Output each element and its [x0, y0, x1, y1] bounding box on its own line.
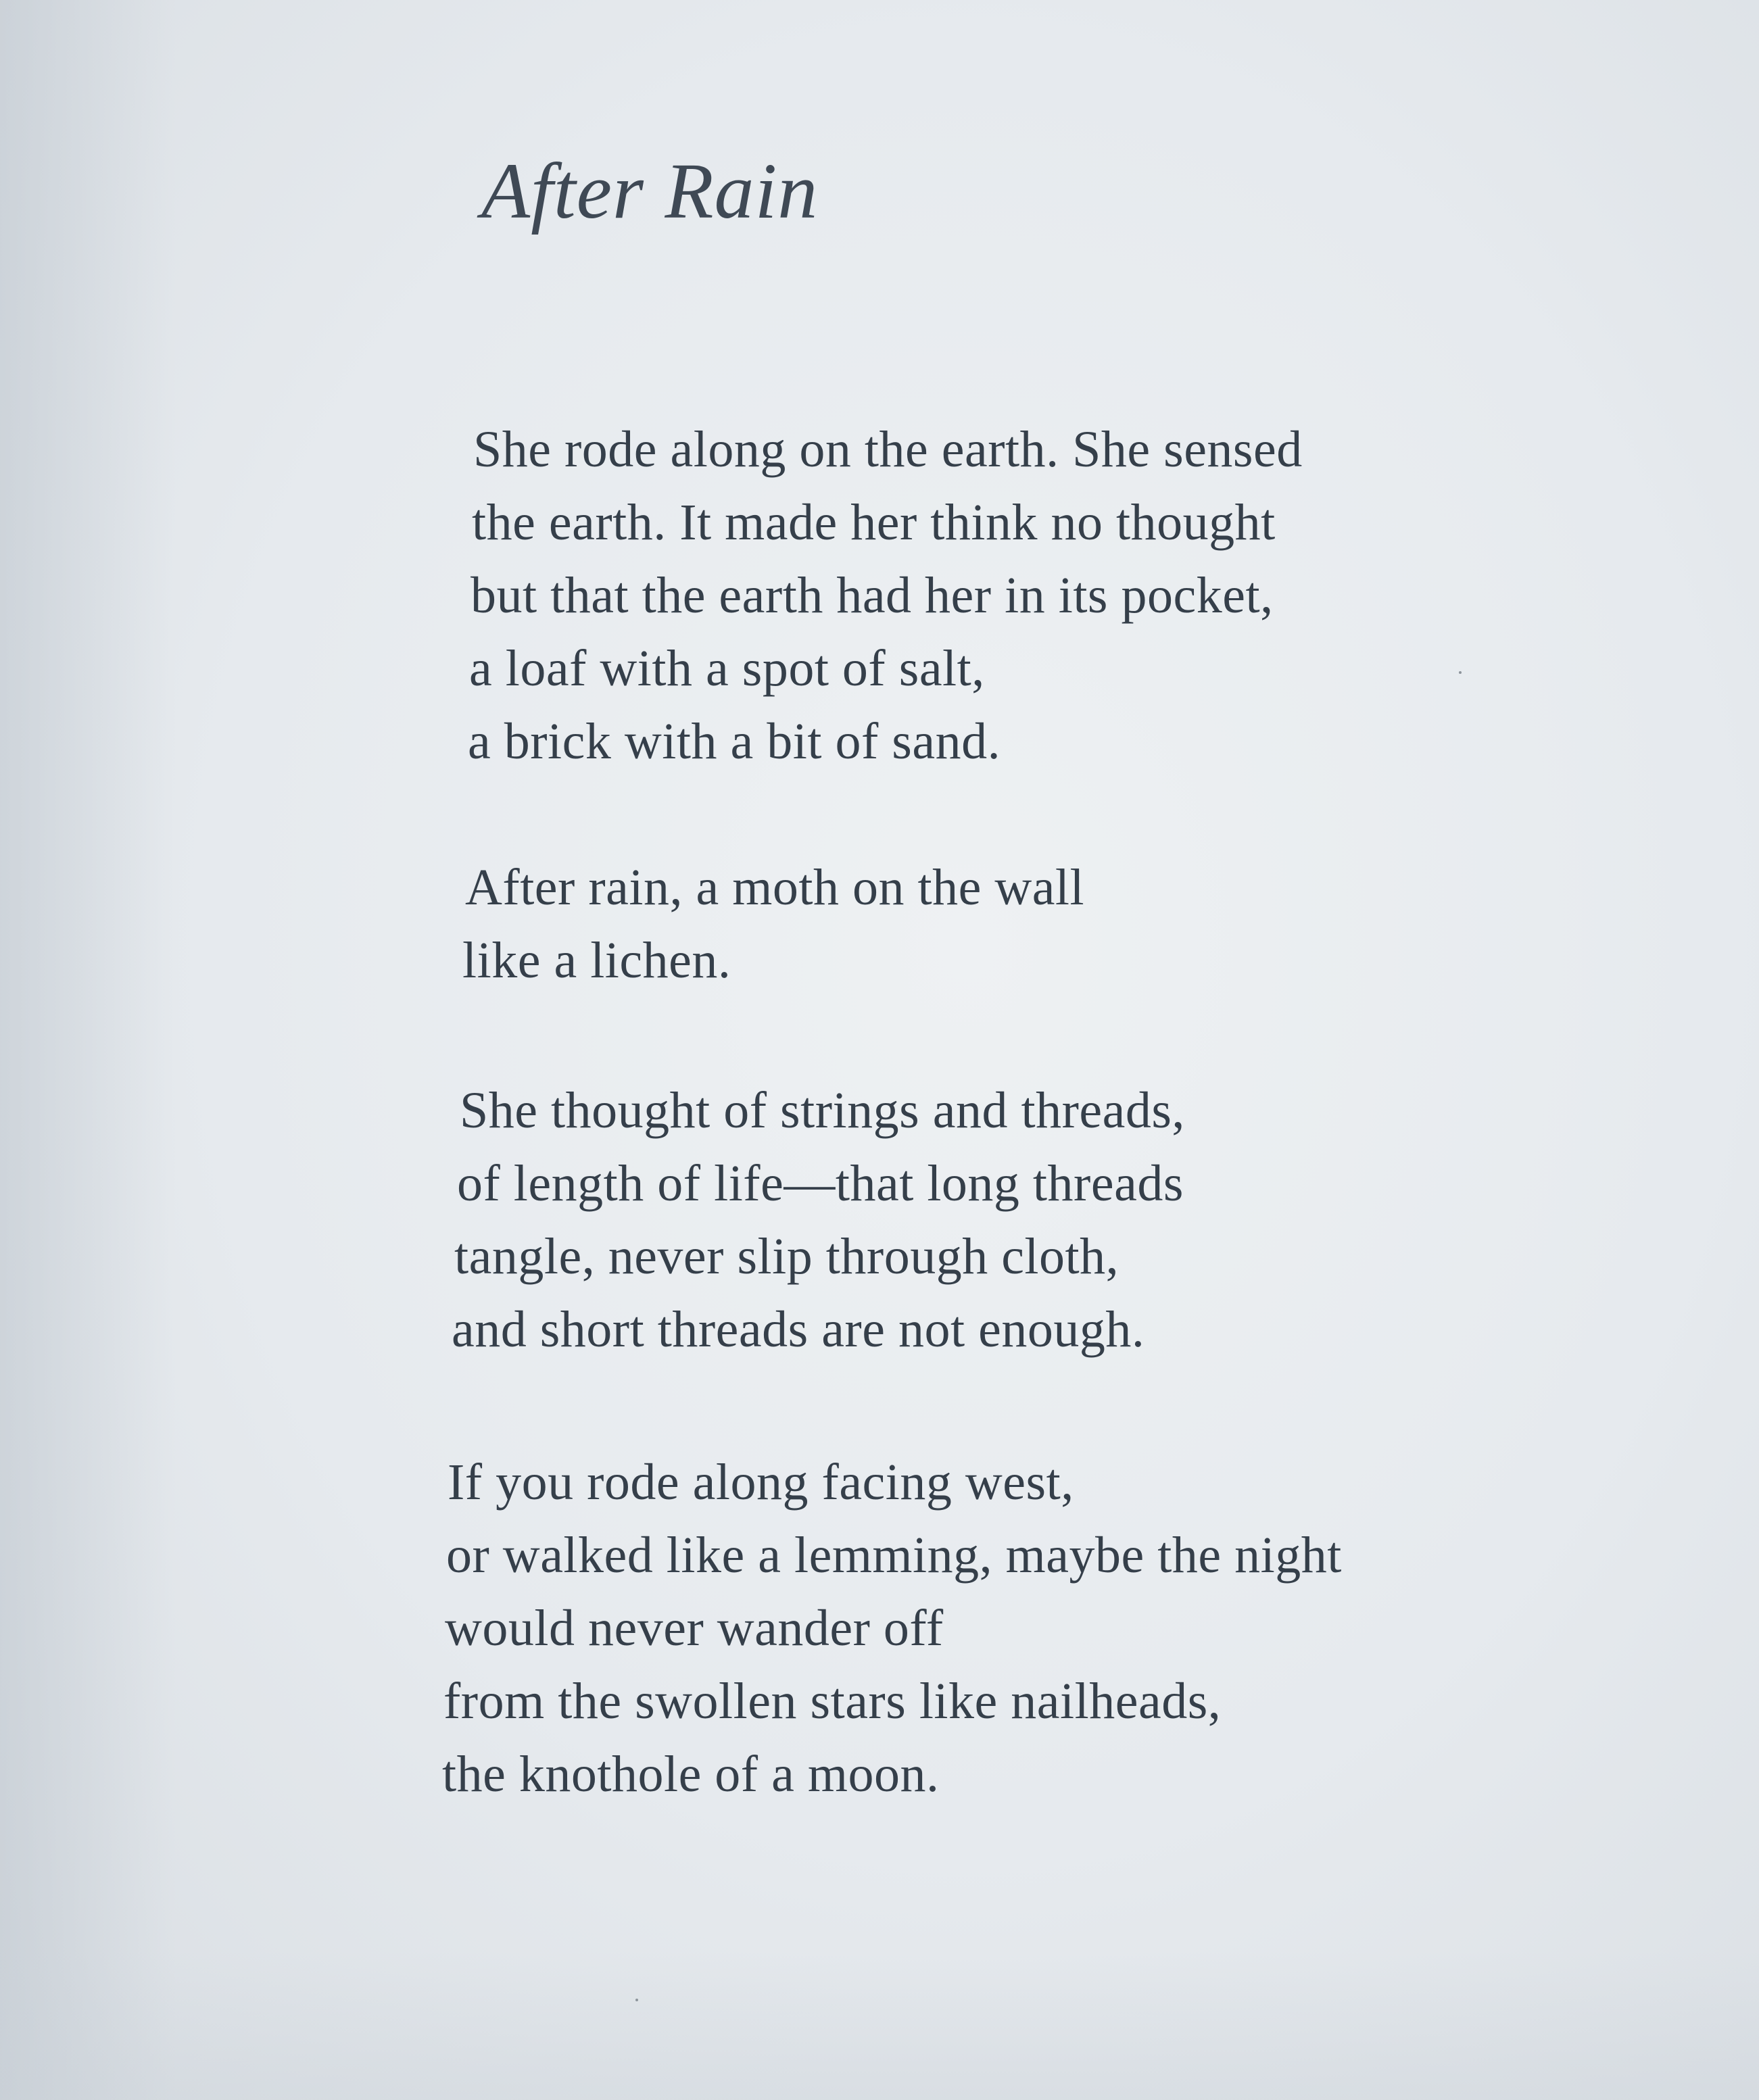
poem-line: She thought of strings and threads,	[460, 1082, 1185, 1139]
poem-line: the earth. It made her think no thought	[472, 494, 1276, 551]
poem-line: After rain, a moth on the wall	[465, 859, 1085, 916]
poem-line: from the swollen stars like nailheads,	[443, 1673, 1222, 1730]
poem-line: would never wander off	[445, 1600, 944, 1657]
page-shadow-left	[0, 0, 176, 2100]
poem-line: of length of life—that long threads	[457, 1155, 1184, 1212]
poem-line: If you rode along facing west,	[448, 1454, 1074, 1511]
page-shadow-bottom	[0, 1951, 1759, 2100]
poem-line: like a lichen.	[462, 932, 731, 989]
poem-line: or walked like a lemming, maybe the night	[446, 1527, 1342, 1584]
poem-title: After Rain	[481, 147, 819, 235]
paper-speck	[1459, 671, 1462, 674]
poem-line: and short threads are not enough.	[452, 1301, 1145, 1358]
poem-line: a brick with a bit of sand.	[468, 713, 1001, 770]
poem-line: the knothole of a moon.	[442, 1746, 940, 1803]
poem-line: but that the earth had her in its pocket,	[471, 567, 1274, 624]
poem-line: She rode along on the earth. She sensed	[473, 421, 1303, 478]
poem-line: tangle, never slip through cloth,	[454, 1228, 1119, 1285]
paper-speck	[635, 1999, 638, 2001]
poem-line: a loaf with a spot of salt,	[469, 640, 985, 697]
